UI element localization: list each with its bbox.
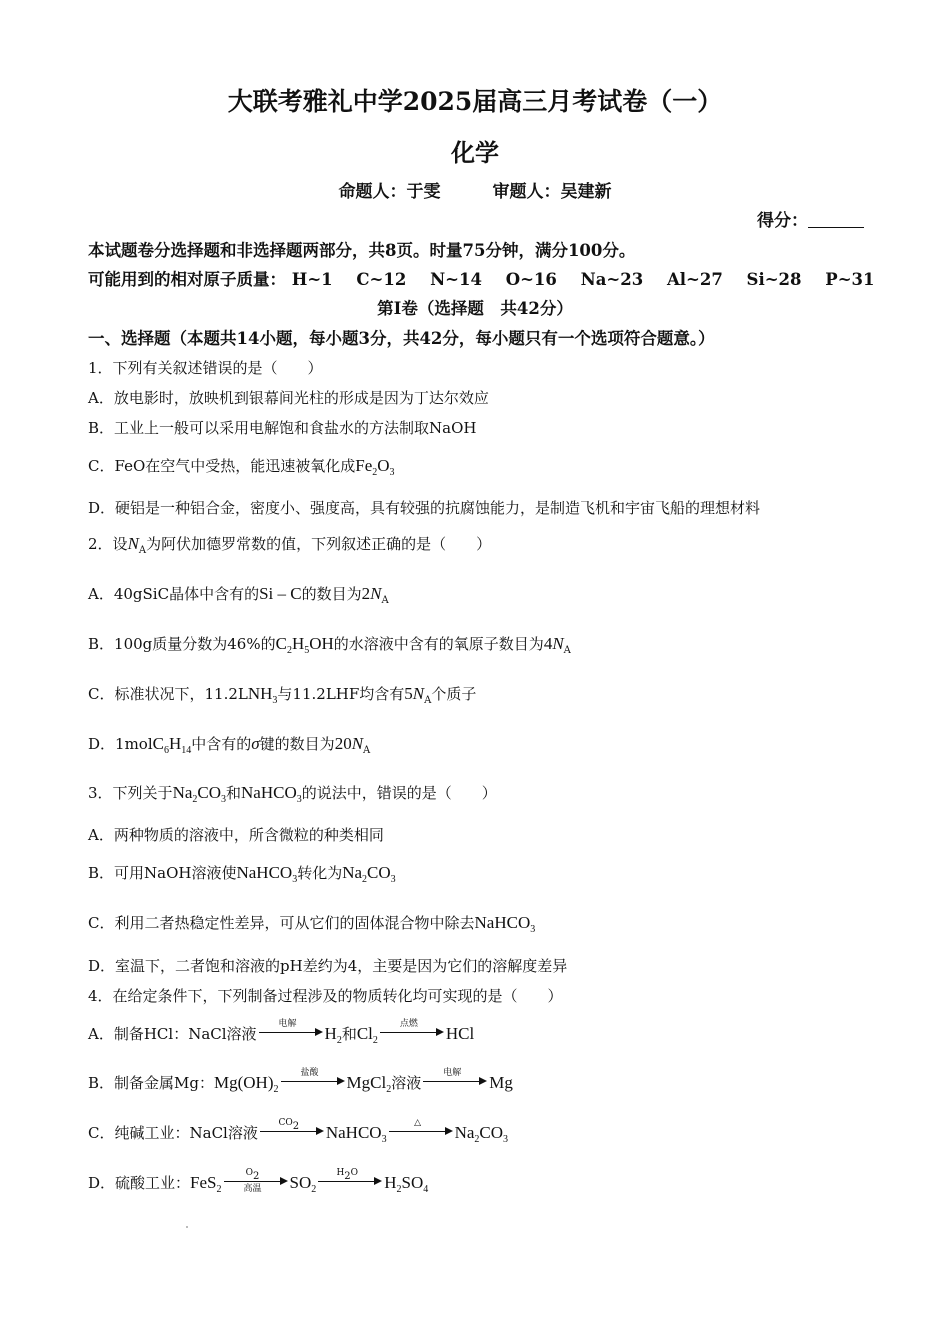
question-2-option-c: C．标准状况下，$11.2LNH_3$与11.2LHF均含有$5N_A$个质子 — [88, 684, 477, 706]
reaction-arrow: 电解 — [259, 1023, 323, 1041]
stray-dot — [186, 1226, 188, 1228]
question-3-option-b: B．可用NaOH溶液使NaHCO$_3$转化为$Na_2CO_3$ — [88, 863, 396, 885]
author-line — [0, 177, 950, 202]
score-field — [757, 206, 864, 231]
reaction-arrow: $O_2$ 高温 — [224, 1172, 288, 1190]
reaction-arrow: 盐酸 — [281, 1072, 345, 1090]
exam-title: 大联考雅礼中学2025届高三月考试卷（一） — [227, 87, 723, 116]
author: 命题人：于雯 — [338, 182, 441, 202]
mass-item: Na~23 — [580, 270, 644, 289]
question-2-stem: 2．设$N_A$为阿伏加德罗常数的值，下列叙述正确的是（ ） — [88, 534, 492, 556]
atomic-mass-line — [88, 266, 892, 290]
mass-item: N~14 — [430, 270, 482, 289]
question-3-option-c: C．利用二者热稳定性差异，可从它们的固体混合物中除去NaHCO$_3$ — [88, 913, 536, 935]
question-4-option-b: B．制备金属Mg：$Mg(OH)_2$ 盐酸 MgCl$_2$溶液 电解 Mg — [88, 1068, 513, 1095]
section-title: 一、选择题（本题共14小题，每小题3分，共42分，每小题只有一个选项符合题意。） — [88, 329, 715, 348]
reaction-arrow: △ — [389, 1122, 453, 1140]
mass-item: P~31 — [825, 270, 875, 289]
part-title: 第Ⅰ卷（选择题 共42分） — [377, 299, 573, 318]
atomic-mass-label: 可能用到的相对原子质量： — [88, 270, 286, 289]
mass-item: H~1 — [291, 270, 333, 289]
question-4-option-c: C．纯碱工业：NaCl溶液 $CO_2$ NaHCO$_3$ △ $Na_2CO_3$ — [88, 1118, 509, 1145]
question-4-option-a: A．制备HCl：NaCl溶液 电解 $H_2$和$Cl_2$ 点燃 HCl — [88, 1019, 475, 1046]
question-2-option-a: A．40gSiC晶体中含有的Si – C的数目为$2N_A$ — [88, 584, 389, 606]
reaction-arrow: $H_2O$ — [318, 1172, 382, 1190]
question-3-option-d: D．室温下，二者饱和溶液的pH差约为4，主要是因为它们的溶解度差异 — [88, 957, 568, 975]
question-1-option-a: A．放电影时，放映机到银幕间光柱的形成是因为丁达尔效应 — [88, 389, 489, 407]
reviewer: 审题人：吴建新 — [492, 182, 612, 202]
question-3-stem: 3．下列关于$Na_2CO_3$和NaHCO$_3$的说法中，错误的是（ ） — [88, 783, 497, 805]
question-1-stem: 1．下列有关叙述错误的是（ ） — [88, 359, 323, 377]
subject-title: 化学 — [451, 138, 499, 167]
score-blank — [808, 211, 864, 228]
question-1-option-c: C．FeO在空气中受热，能迅速被氧化成$Fe_2O_3$ — [88, 456, 395, 478]
question-4-option-d: D．硫酸工业：FeS$_2$ $O_2$ 高温 $SO_2$ $H_2O$ $H_2SO_4$ — [88, 1168, 429, 1195]
mass-item: O~16 — [505, 270, 557, 289]
score-label: 得分： — [757, 211, 808, 231]
reaction-arrow: $CO_2$ — [260, 1122, 324, 1140]
question-4-stem: 4．在给定条件下，下列制备过程涉及的物质转化均可实现的是（ ） — [88, 987, 563, 1005]
mass-item: C~12 — [356, 270, 407, 289]
mass-item: Al~27 — [666, 270, 723, 289]
question-2-option-d: D．$1molC_6H_{14}$中含有的σ键的数目为$20N_A$ — [88, 734, 371, 756]
question-1-option-b: B．工业上一般可以采用电解饱和食盐水的方法制取NaOH — [88, 419, 477, 437]
mass-item: Si~28 — [746, 270, 802, 289]
reaction-arrow: 电解 — [423, 1072, 487, 1090]
question-2-option-b: B．100g质量分数为46%的$C_2H_5OH$的水溶液中含有的氧原子数目为$4N_A$ — [88, 634, 571, 656]
question-3-option-a: A．两种物质的溶液中，所含微粒的种类相同 — [88, 826, 384, 844]
reaction-arrow: 点燃 — [380, 1023, 444, 1041]
question-1-option-d: D．硬铝是一种铝合金，密度小、强度高，具有较强的抗腐蚀能力，是制造飞机和宇宙飞船的理想材料 — [88, 499, 761, 517]
intro-line: 本试题卷分选择题和非选择题两部分，共8页。时量75分钟，满分100分。 — [88, 241, 636, 260]
